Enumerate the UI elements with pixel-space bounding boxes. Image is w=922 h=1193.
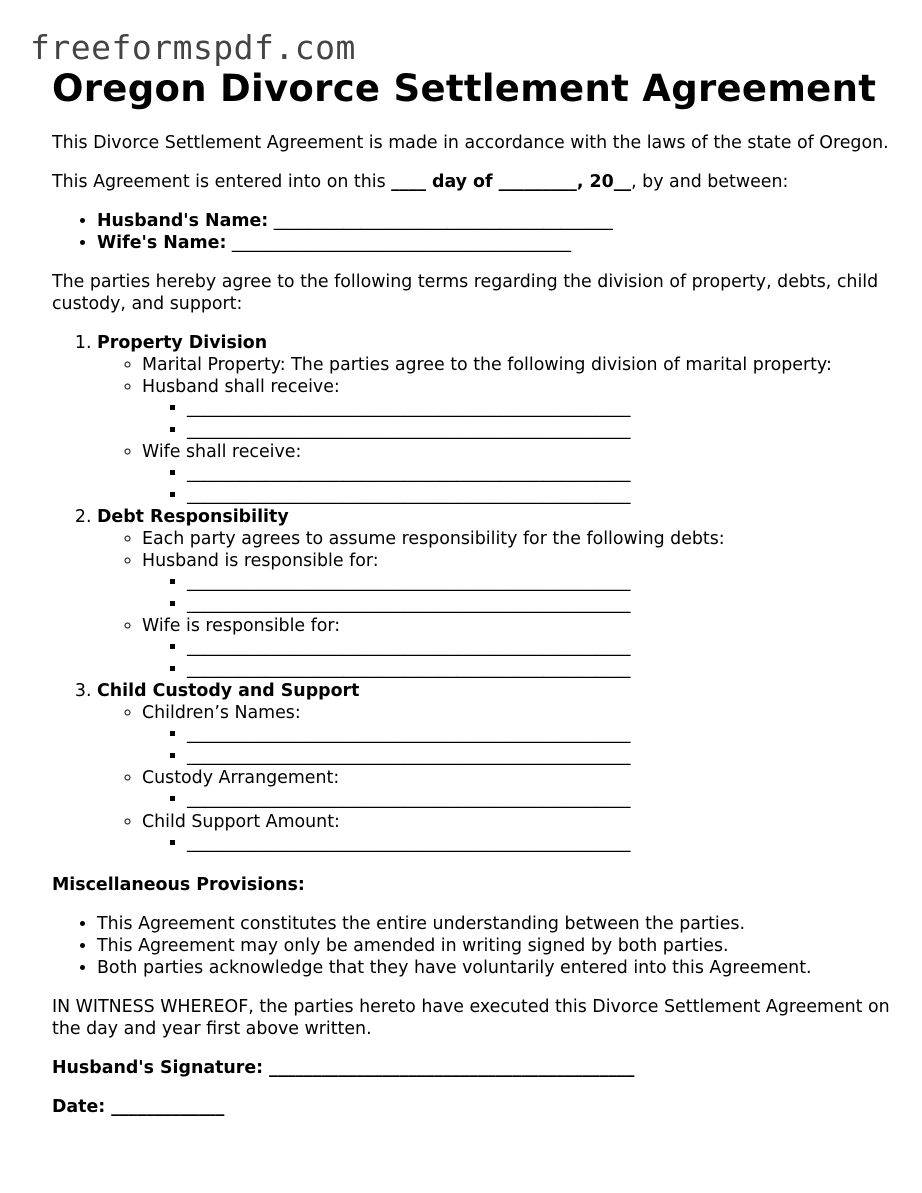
blank-line-field[interactable]: ▪ ___________________________________________________ [187, 833, 892, 855]
misc-heading: Miscellaneous Provisions: [52, 875, 305, 895]
sub-list [97, 528, 892, 680]
signature-field[interactable]: __________________________________________ [263, 1058, 635, 1078]
list-item: ◦ Marital Property: The parties agree to the following division of marital property: [142, 354, 892, 376]
sub-label: Child Support Amount: [142, 811, 340, 832]
section-custody [97, 680, 892, 854]
husband-name-field[interactable]: _______________________________________ [268, 211, 613, 231]
watermark: freeformspdf.com [30, 28, 356, 67]
sub-label: Husband is responsible for: [142, 551, 379, 571]
entered-prefix: This Agreement is entered into on this [52, 172, 392, 192]
list-item [142, 441, 892, 506]
list-item [97, 210, 892, 232]
witness-paragraph: IN WITNESS WHEREOF, the parties hereto have executed this Divorce Settlement Agreement on the day and year first above written. [52, 997, 890, 1039]
list-item [97, 232, 892, 254]
misc-list [52, 913, 892, 979]
section-heading: Debt Responsibility [97, 507, 289, 527]
terms-intro-paragraph: The parties hereby agree to the following terms regarding the division of property, debts, child custody, and support: [52, 272, 879, 314]
sections-list [52, 332, 892, 854]
sub-label: Wife is responsible for: [142, 616, 341, 636]
list-item [142, 702, 892, 767]
list-item: • This Agreement constitutes the entire understanding between the parties. [97, 913, 892, 935]
blank-list [142, 724, 892, 767]
blank-list [142, 789, 892, 811]
sub-label: Children’s Names: [142, 703, 301, 723]
list-item [142, 615, 892, 680]
sub-list [97, 702, 892, 854]
blank-list [142, 463, 892, 506]
blank-line-field[interactable]: ▪ ___________________________________________________ [187, 463, 892, 485]
blank-list [142, 637, 892, 680]
signature-line [52, 1057, 892, 1079]
wife-name-label: Wife's Name: [97, 233, 227, 253]
blank-line-field[interactable]: ▪ ___________________________________________________ [187, 724, 892, 746]
document-page [52, 68, 892, 1118]
blank-line-field[interactable]: ▪ ___________________________________________________ [187, 420, 892, 442]
page-title: Oregon Divorce Settlement Agreement [52, 67, 877, 110]
blank-line-field[interactable]: ▪ ___________________________________________________ [187, 789, 892, 811]
blank-line-field[interactable]: ▪ ___________________________________________________ [187, 398, 892, 420]
entered-suffix: , by and between: [631, 172, 789, 192]
list-item [142, 550, 892, 615]
wife-name-field[interactable]: _______________________________________ [226, 233, 572, 253]
sub-label: Wife shall receive: [142, 442, 302, 462]
blank-line-field[interactable]: ▪ ___________________________________________________ [187, 637, 892, 659]
entered-paragraph [52, 171, 892, 193]
blank-list [142, 398, 892, 441]
sub-list [97, 354, 892, 506]
list-item: • This Agreement may only be amended in writing signed by both parties. [97, 935, 892, 957]
date-line [52, 1096, 892, 1118]
husband-name-label: Husband's Name: [97, 211, 269, 231]
blank-line-field[interactable]: ▪ ___________________________________________________ [187, 485, 892, 507]
list-item: • Both parties acknowledge that they have voluntarily entered into this Agreement. [97, 957, 892, 979]
parties-list [52, 210, 892, 254]
blank-line-field[interactable]: ▪ ___________________________________________________ [187, 659, 892, 681]
blank-line-field[interactable]: ▪ ___________________________________________________ [187, 572, 892, 594]
sub-label: Custody Arrangement: [142, 768, 340, 788]
list-item [142, 376, 892, 441]
date-bold-part[interactable]: day of _________, 20__ [425, 172, 632, 192]
section-debt [97, 506, 892, 680]
date-label: Date: [52, 1097, 106, 1117]
list-item: ◦ Each party agrees to assume responsibility for the following debts: [142, 528, 892, 550]
list-item [142, 811, 892, 855]
blank-line-field[interactable]: ▪ ___________________________________________________ [187, 746, 892, 768]
section-property [97, 332, 892, 506]
list-item [142, 767, 892, 811]
signature-label: Husband's Signature: [52, 1058, 264, 1078]
blank-list [142, 833, 892, 855]
blank-list [142, 572, 892, 615]
blank-line-field[interactable]: ▪ ___________________________________________________ [187, 594, 892, 616]
section-heading: Property Division [97, 333, 268, 353]
sub-label: Husband shall receive: [142, 377, 340, 397]
intro-paragraph: This Divorce Settlement Agreement is made in accordance with the laws of the state of Oregon. [52, 133, 889, 153]
date-field[interactable]: _____________ [105, 1097, 225, 1117]
day-blank[interactable]: ____ [391, 172, 426, 192]
section-heading: Child Custody and Support [97, 681, 360, 701]
